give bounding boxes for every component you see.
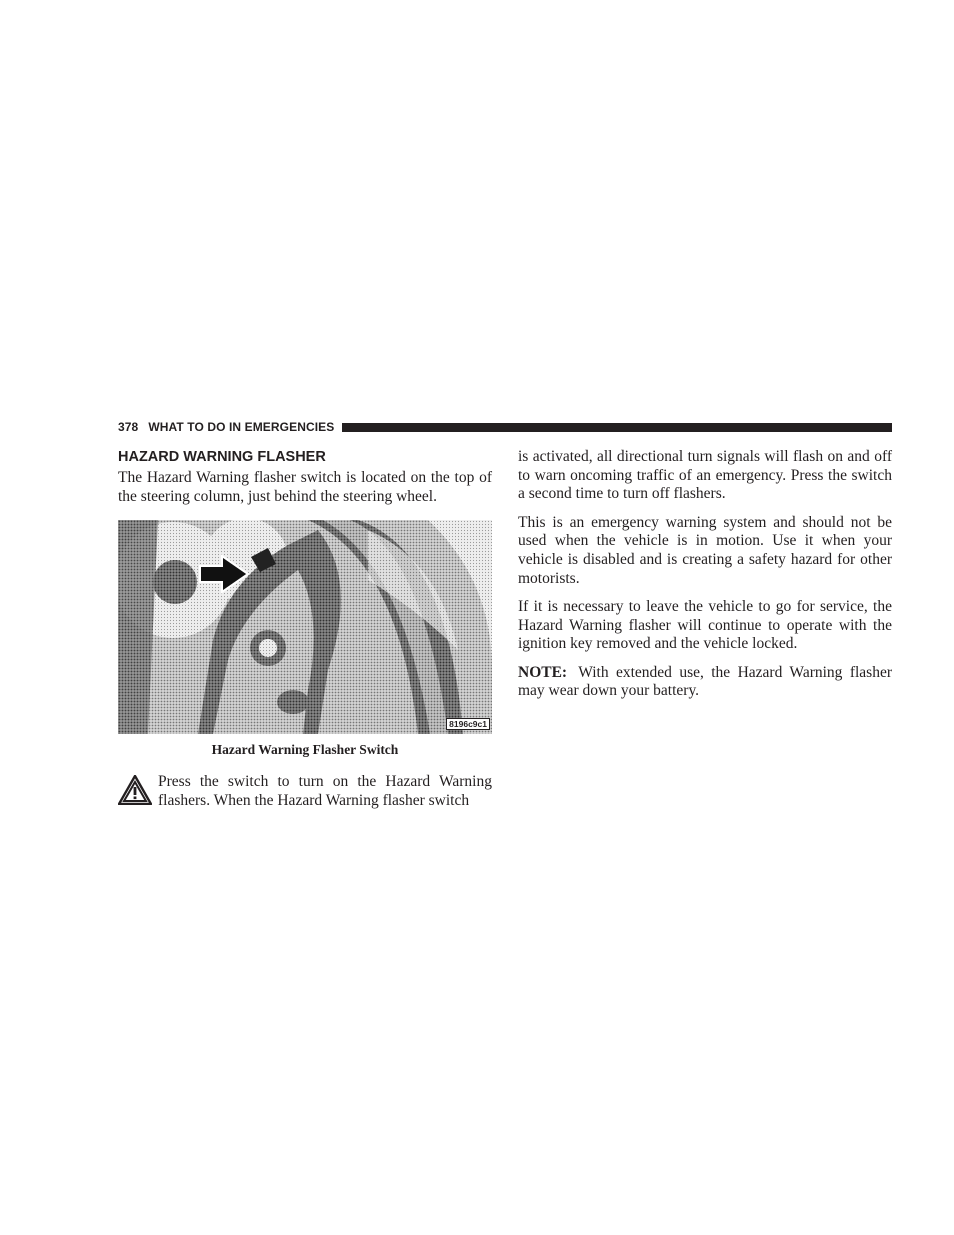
warning-text: Press the switch to turn on the Hazard Warning flashers. When the Hazard Warning flasher switch bbox=[158, 773, 492, 810]
figure-caption: Hazard Warning Flasher Switch bbox=[211, 742, 399, 758]
warning-block bbox=[118, 773, 492, 810]
paragraph-activated: is activated, all directional turn signals will flash on and off to warn oncoming traffic of an emergency. Press the switch a second time to turn off flashers. bbox=[518, 448, 892, 503]
note-paragraph bbox=[518, 664, 892, 701]
paragraph-emergency-system: This is an emergency warning system and should not be used when the vehicle is in motion. Use it when your vehicle is disabled and is creating a safety hazard for other motorists. bbox=[518, 513, 892, 587]
left-column bbox=[118, 448, 492, 811]
steering-column-illustration bbox=[118, 520, 492, 734]
figure-code: 8196c9c1 bbox=[446, 718, 490, 730]
section-heading: HAZARD WARNING FLASHER bbox=[118, 449, 326, 465]
page-header bbox=[118, 419, 892, 435]
warning-triangle-icon bbox=[118, 773, 158, 810]
hazard-switch-figure bbox=[118, 520, 492, 734]
note-label: NOTE: bbox=[518, 663, 568, 681]
section-title: WHAT TO DO IN EMERGENCIES bbox=[148, 420, 335, 434]
note-text: With extended use, the Hazard Warning flasher may wear down your battery. bbox=[518, 663, 892, 700]
intro-paragraph: The Hazard Warning flasher switch is located on the top of the steering column, just behind the steering wheel. bbox=[118, 469, 492, 505]
paragraph-service: If it is necessary to leave the vehicle to go for service, the Hazard Warning flasher will continue to operate with the ignition key removed and the vehicle locked. bbox=[518, 597, 892, 653]
header-rule bbox=[342, 423, 892, 432]
page-number: 378 bbox=[118, 420, 139, 434]
right-column bbox=[518, 448, 892, 710]
